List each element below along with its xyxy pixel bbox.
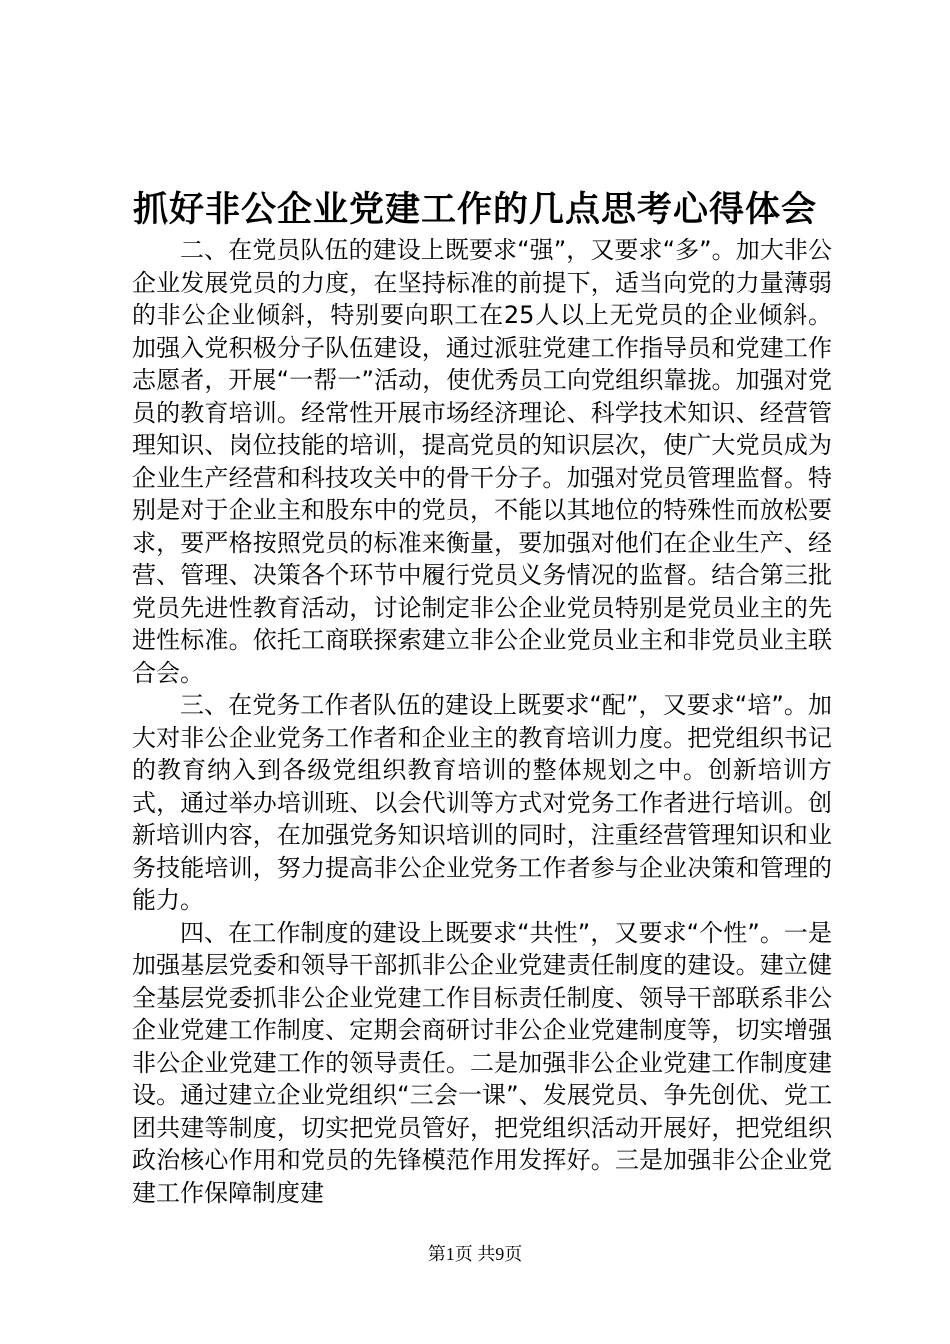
document-body	[132, 234, 832, 1209]
page-number-footer: 第1页 共9页	[427, 1244, 523, 1264]
paragraph-3: 三、在党务工作者队伍的建设上既要求“配”，又要求“培”。加大对非公企业党务工作者和企业主的教育培训力度。把党组织书记的教育纳入到各级党组织教育培训的整体规划之中。创新培训方式，通过举办培训班、以会代训等方式对党务工作者进行培训。创新培训内容，在加强党务知识培训的同时，注重经营管理知识和业务技能培训，努力提高非公企业党务工作者参与企业决策和管理的能力。	[132, 691, 832, 914]
document-title: 抓好非公企业党建工作的几点思考心得体会	[132, 189, 817, 230]
paragraph-2: 二、在党员队伍的建设上既要求“强”，又要求“多”。加大非公企业发展党员的力度，在坚持标准的前提下，适当向党的力量薄弱的非公企业倾斜，特别要向职工在25人以上无党员的企业倾斜。加强入党积极分子队伍建设，通过派驻党建工作指导员和党建工作志愿者，开展“一帮一”活动，使优秀员工向党组织靠拢。加强对党员的教育培训。经常性开展市场经济理论、科学技术知识、经营管理知识、岗位技能的培训，提高党员的知识层次，使广大党员成为企业生产经营和科技攻关中的骨干分子。加强对党员管理监督。特别是对于企业主和股东中的党员，不能以其地位的特殊性而放松要求，要严格按照党员的标准来衡量，要加强对他们在企业生产、经营、管理、决策各个环节中履行党员义务情况的监督。结合第三批党员先进性教育活动，讨论制定非公企业党员特别是党员业主的先进性标准。依托工商联探索建立非公企业党员业主和非党员业主联合会。	[132, 236, 832, 687]
paragraph-4: 四、在工作制度的建设上既要求“共性”，又要求“个性”。一是加强基层党委和领导干部抓非公企业党建责任制度的建设。建立健全基层党委抓非公企业党建工作目标责任制度、领导干部联系非公企业党建工作制度、定期会商研讨非公企业党建制度等，切实增强非公企业党建工作的领导责任。二是加强非公企业党建工作制度建设。通过建立企业党组织“三会一课”、发展党员、争先创优、党工团共建等制度，切实把党员管好，把党组织活动开展好，把党组织政治核心作用和党员的先锋模范作用发挥好。三是加强非公企业党建工作保障制度建	[132, 918, 832, 1207]
